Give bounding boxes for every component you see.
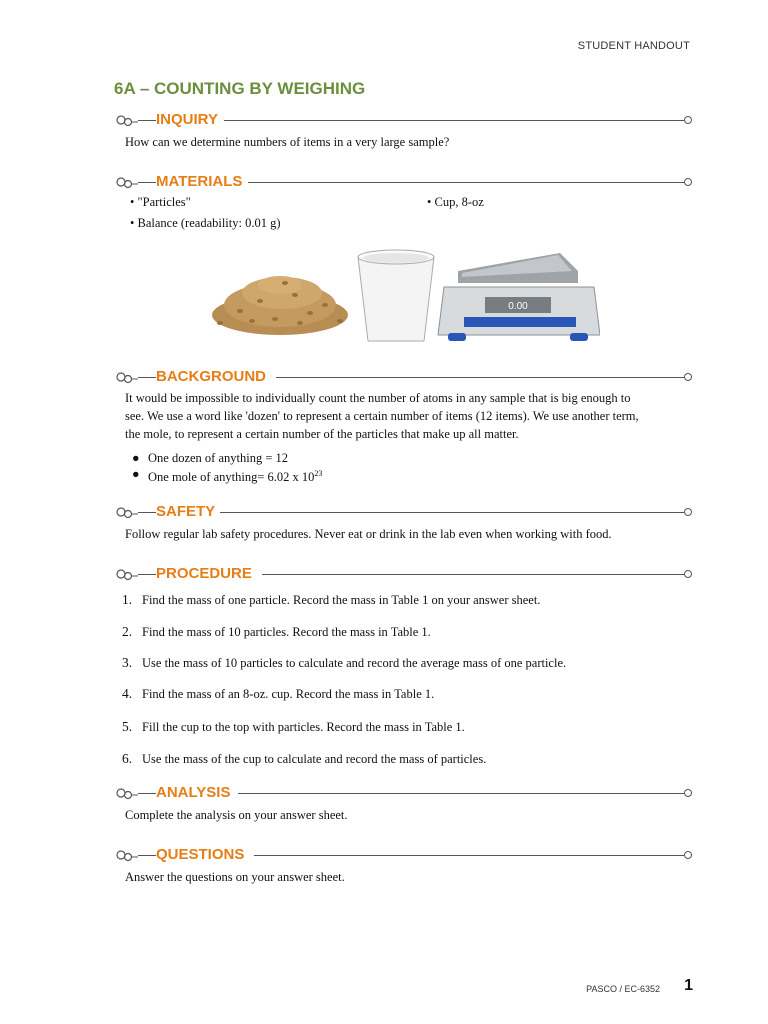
procedure-step: 6. Use the mass of the cup to calculate and record the mass of particles. <box>122 751 487 766</box>
chain-link-icon <box>116 505 138 519</box>
heading-label: BACKGROUND <box>156 368 266 385</box>
background-bullet-list <box>130 450 322 485</box>
section-heading-safety <box>116 503 692 523</box>
list-item: ● One mole of anything= 6.02 x $10^{23}$ <box>132 467 323 485</box>
procedure-step: 4. Find the mass of an 8-oz. cup. Record the mass in Table 1. <box>122 686 435 701</box>
paragraph-line: the mole, to represent a certain number of the particles that make up all matter. <box>125 427 519 441</box>
foam-cup-image <box>358 250 434 341</box>
chain-link-icon <box>116 848 138 862</box>
balance-scale-image <box>438 253 600 341</box>
rule-end-circle-icon <box>684 570 692 578</box>
particles-pile-image <box>212 276 348 335</box>
rule-end-circle-icon <box>684 789 692 797</box>
rule-end-circle-icon <box>684 178 692 186</box>
procedure-step: 1. Find the mass of one particle. Record the mass in Table 1 on your answer sheet. <box>122 592 541 607</box>
chain-link-icon <box>116 786 138 800</box>
safety-text: Follow regular lab safety procedures. Never eat or drink in the lab even when working with food. <box>125 527 612 541</box>
page-title: 6A – COUNTING BY WEIGHING <box>114 79 366 98</box>
chain-link-icon <box>116 370 138 384</box>
materials-item: • Cup, 8-oz <box>427 195 484 209</box>
chain-link-icon <box>116 113 138 127</box>
list-item: ● One dozen of anything = 12 <box>132 451 289 465</box>
paragraph-line: see. We use a word like 'dozen' to represent a certain number of items (12 items). We use another term, <box>125 409 639 423</box>
paragraph-line: It would be impossible to individually count the number of atoms in any sample that is big enough to <box>125 391 631 405</box>
materials-illustration <box>200 243 600 347</box>
chain-link-icon <box>116 175 138 189</box>
scale-readout: 0.00 <box>508 301 528 312</box>
rule-end-circle-icon <box>684 851 692 859</box>
rule-end-circle-icon <box>684 116 692 124</box>
chain-link-icon <box>116 567 138 581</box>
procedure-step: 5. Fill the cup to the top with particles. Record the mass in Table 1. <box>122 719 465 734</box>
heading-label: INQUIRY <box>156 111 218 128</box>
analysis-text: Complete the analysis on your answer sheet. <box>125 808 348 822</box>
page-number: 1 <box>684 977 693 994</box>
rule-end-circle-icon <box>684 373 692 381</box>
section-heading-materials <box>116 173 692 193</box>
section-heading-analysis <box>116 784 692 804</box>
section-heading-questions <box>116 846 692 866</box>
inquiry-text: How can we determine numbers of items in a very large sample? <box>125 135 450 149</box>
materials-item: • Balance (readability: 0.01 g) <box>130 216 281 230</box>
rule-end-circle-icon <box>684 508 692 516</box>
footer-label: PASCO / EC-6352 <box>586 984 660 994</box>
procedure-step: 3. Use the mass of 10 particles to calculate and record the average mass of one particle. <box>122 655 567 670</box>
heading-label: ANALYSIS <box>156 784 231 801</box>
section-heading-background <box>116 368 692 388</box>
header-label: STUDENT HANDOUT <box>577 40 690 52</box>
background-paragraph <box>125 389 700 443</box>
section-heading-inquiry <box>116 111 692 131</box>
questions-text: Answer the questions on your answer sheet. <box>125 870 345 884</box>
heading-label: SAFETY <box>156 503 216 520</box>
section-heading-procedure <box>116 565 692 585</box>
procedure-step: 2. Find the mass of 10 particles. Record the mass in Table 1. <box>122 624 431 639</box>
heading-label: QUESTIONS <box>156 846 245 863</box>
materials-item: • "Particles" <box>130 195 191 209</box>
heading-label: PROCEDURE <box>156 565 252 582</box>
heading-label: MATERIALS <box>156 173 243 190</box>
exponent: 23 <box>314 469 323 478</box>
